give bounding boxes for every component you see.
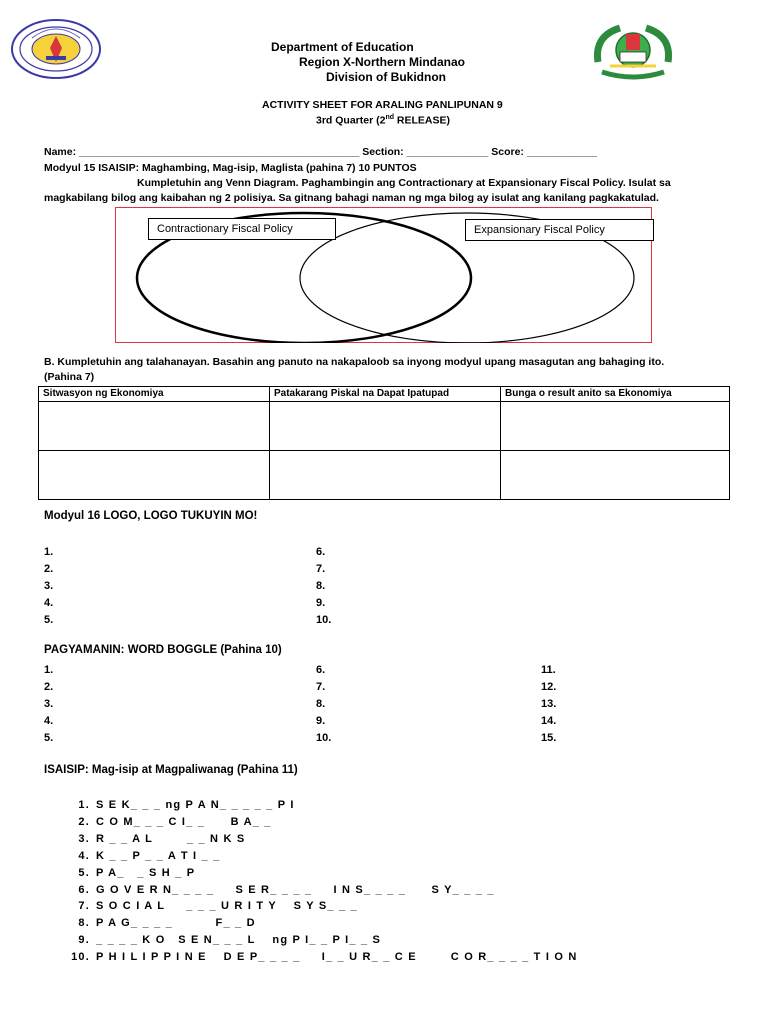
region-title: Region X-Northern Mindanao xyxy=(299,55,465,69)
deped-seal-icon xyxy=(10,18,102,80)
list-item: 8. xyxy=(316,580,326,592)
list-item: 7. xyxy=(316,563,326,575)
quarter-label: 3rd Quarter (2nd RELEASE) xyxy=(316,114,451,127)
table-cell[interactable] xyxy=(39,451,270,500)
list-item: 1. xyxy=(44,664,54,676)
name-section-score-line[interactable]: Name: ________________________________________________ Section: ______________ Score: ____________ xyxy=(44,146,597,158)
table-header-cell: Sitwasyon ng Ekonomiya xyxy=(39,387,270,402)
list-item: 10. xyxy=(316,614,332,626)
list-item: 12. xyxy=(541,681,557,693)
list-item: 11. xyxy=(541,664,556,676)
list-item: 1. S E K_ _ _ ng P A N_ _ _ _ _ P I xyxy=(78,799,295,811)
list-item: 10. xyxy=(316,732,332,744)
list-item: 6. xyxy=(316,546,326,558)
fiscal-policy-table xyxy=(38,386,730,500)
list-item: 9. _ _ _ _ K O S E N_ _ _ L ng P I_ _ P I_ _ S xyxy=(78,934,382,947)
list-item: 5. xyxy=(44,614,54,626)
list-item: 7. S O C I A L _ _ _ U R I T Y S Y S_ _ _ xyxy=(78,900,358,913)
modyul15-instruction-2: magkabilang bilog ang kaibahan ng 2 polisiya. Sa gitnang bahagi naman ng mga bilog ay isulat ang kanilang pagkakatulad. xyxy=(44,192,659,204)
list-item: 4. K _ _ P _ _ A T I _ _ xyxy=(78,849,221,862)
list-item: 2. xyxy=(44,563,54,575)
list-item: 9. xyxy=(316,715,326,727)
table-row xyxy=(39,402,730,451)
modyul16-list-1 xyxy=(44,544,53,629)
list-item: 8. xyxy=(316,698,326,710)
pagyamanin-list-2 xyxy=(316,662,331,747)
list-item: 7. xyxy=(316,681,326,693)
modyul15-instruction-1: Kumpletuhin ang Venn Diagram. Paghambingin ang Contractionary at Expansionary Fiscal Policy. Isulat sa xyxy=(137,177,671,189)
list-item: 14. xyxy=(541,715,557,727)
table-row xyxy=(39,451,730,500)
list-item: 3. xyxy=(44,580,54,592)
list-item: 10. P H I L I P P I N E D E P_ _ _ _ I_ _ U R_ _ C E C O R_ _ _ _ T I O N xyxy=(71,951,578,964)
list-item: 6. xyxy=(316,664,326,676)
table-header-row xyxy=(39,387,730,402)
list-item: 9. xyxy=(316,597,326,609)
list-item: 3. xyxy=(44,698,54,710)
partB-instruction: B. Kumpletuhin ang talahanayan. Basahin ang panuto na nakapaloob sa inyong modyul upang masagutan ang bahaging ito. xyxy=(44,356,665,368)
table-cell[interactable] xyxy=(501,451,730,500)
division-title: Division of Bukidnon xyxy=(326,70,446,84)
list-item: 3. R _ _ A L _ _ N K S xyxy=(78,832,246,845)
dept-title: Department of Education xyxy=(271,40,414,54)
isaisip-list xyxy=(66,797,578,966)
list-item: 6. G O V E R N_ _ _ _ S E R_ _ _ _ I N S_ _ _ _ S Y_ _ _ _ xyxy=(78,883,495,896)
modyul16-list-2 xyxy=(316,544,331,629)
modyul15-title: Modyul 15 ISAISIP: Maghambing, Mag-isip, Maglista (pahina 7) 10 PUNTOS xyxy=(44,162,417,174)
table-cell[interactable] xyxy=(270,402,501,451)
list-item: 2. xyxy=(44,681,54,693)
list-item: 1. xyxy=(44,546,54,558)
modyul16-title: Modyul 16 LOGO, LOGO TUKUYIN MO! xyxy=(44,510,258,522)
partB-page: (Pahina 7) xyxy=(44,371,95,383)
division-seal-icon xyxy=(590,22,676,84)
table-header-cell: Bunga o result anito sa Ekonomiya xyxy=(501,387,730,402)
isaisip-title: ISAISIP: Mag-isip at Magpaliwanag (Pahina 11) xyxy=(44,764,298,776)
list-item: 4. xyxy=(44,715,54,727)
venn-label-expansionary: Expansionary Fiscal Policy xyxy=(465,219,654,241)
list-item: 5. P A_ _ S H _ P xyxy=(78,866,196,879)
venn-label-contractionary: Contractionary Fiscal Policy xyxy=(148,218,336,240)
list-item: 4. xyxy=(44,597,54,609)
list-item: 8. P A G_ _ _ _ F_ _ D xyxy=(78,917,256,930)
list-item: 15. xyxy=(541,732,557,744)
activity-title: ACTIVITY SHEET FOR ARALING PANLIPUNAN 9 xyxy=(262,99,503,111)
table-header-cell: Patakarang Piskal na Dapat Ipatupad xyxy=(270,387,501,402)
table-cell[interactable] xyxy=(39,402,270,451)
table-cell[interactable] xyxy=(501,402,730,451)
list-item: 2. C O M_ _ _ C I_ _ B A_ _ xyxy=(78,815,272,828)
pagyamanin-list-3 xyxy=(541,662,556,747)
pagyamanin-list-1 xyxy=(44,662,53,747)
list-item: 5. xyxy=(44,732,54,744)
list-item: 13. xyxy=(541,698,557,710)
table-cell[interactable] xyxy=(270,451,501,500)
pagyamanin-title: PAGYAMANIN: WORD BOGGLE (Pahina 10) xyxy=(44,644,282,656)
